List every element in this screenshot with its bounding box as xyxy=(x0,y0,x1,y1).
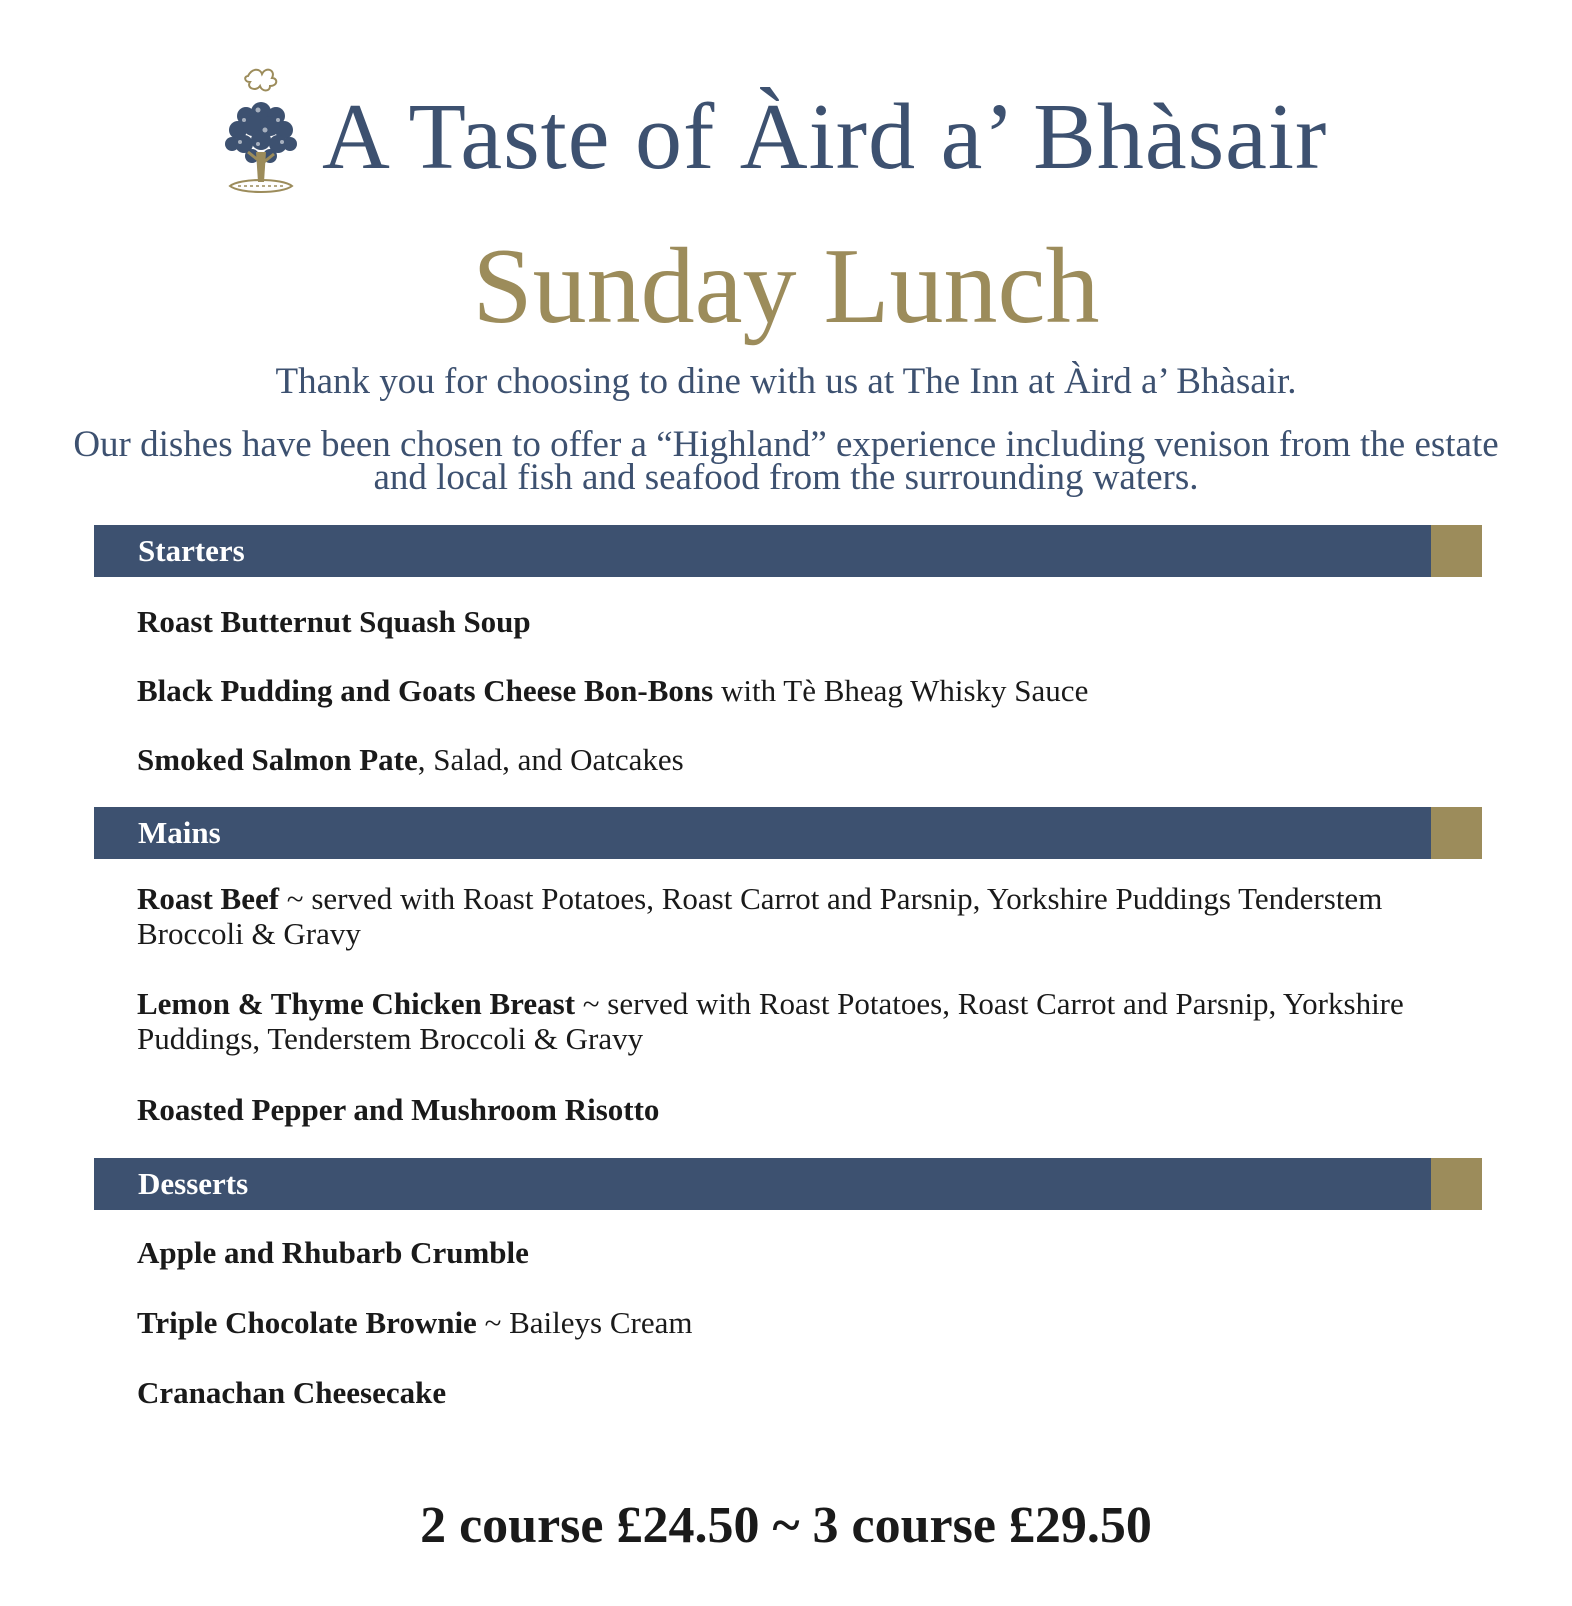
dish-name: Roast Butternut Squash Soup xyxy=(137,604,531,639)
dish-item xyxy=(137,673,1437,708)
section-accent xyxy=(1431,1158,1482,1210)
dish-description: ~ served with Roast Potatoes, Roast Carrot and Parsnip, Yorkshire Puddings Tenderstem Broccoli & Gravy xyxy=(137,881,1383,951)
dish-description: , Salad, and Oatcakes xyxy=(417,742,684,777)
dish-item xyxy=(137,742,1437,777)
dish-name: Cranachan Cheesecake xyxy=(137,1375,447,1410)
section-label: Starters xyxy=(138,533,245,568)
section-label: Desserts xyxy=(138,1166,249,1201)
intro-line-1: Thank you for choosing to dine with us at The Inn at Àird a’ Bhàsair. xyxy=(275,361,1297,402)
section-label: Mains xyxy=(138,815,221,850)
intro-line-2: Our dishes have been chosen to offer a “Highland” experience including venison from the estate and local fish and seafood from the surrounding waters. xyxy=(73,424,1499,498)
dish-name: Black Pudding and Goats Cheese Bon-Bons xyxy=(137,673,714,708)
tree-logo-icon xyxy=(218,64,304,198)
dish-description: ~ served with Roast Potatoes, Roast Carrot and Parsnip, Yorkshire Puddings, Tenderstem Broccoli & Gravy xyxy=(137,986,1404,1056)
section-header-desserts xyxy=(94,1158,1482,1210)
dish-item xyxy=(137,881,1437,951)
dish-name: Roast Beef xyxy=(137,881,280,916)
dish-name: Smoked Salmon Pate xyxy=(137,742,418,777)
dish-item xyxy=(137,1235,1437,1270)
section-accent xyxy=(1431,525,1482,577)
section-header-mains xyxy=(94,807,1482,859)
dish-item xyxy=(137,1305,1437,1340)
dish-description: with Tè Bheag Whisky Sauce xyxy=(713,673,1089,708)
dish-item xyxy=(137,986,1437,1056)
brand-title: A Taste of Àird a’ Bhàsair xyxy=(322,85,1328,189)
dish-name: Triple Chocolate Brownie xyxy=(137,1305,477,1340)
dish-description: ~ Baileys Cream xyxy=(476,1305,693,1340)
dish-item xyxy=(137,604,1437,639)
dish-name: Roasted Pepper and Mushroom Risotto xyxy=(137,1092,660,1127)
price-line: 2 course £24.50 ~ 3 course £29.50 xyxy=(420,1497,1152,1554)
dish-name: Apple and Rhubarb Crumble xyxy=(137,1235,529,1270)
menu-header xyxy=(0,62,1572,202)
section-header-starters xyxy=(94,525,1482,577)
dish-item xyxy=(137,1375,1437,1410)
menu-title: Sunday Lunch xyxy=(472,227,1100,346)
dish-item xyxy=(137,1092,1437,1127)
dish-name: Lemon & Thyme Chicken Breast xyxy=(137,986,576,1021)
section-accent xyxy=(1431,807,1482,859)
